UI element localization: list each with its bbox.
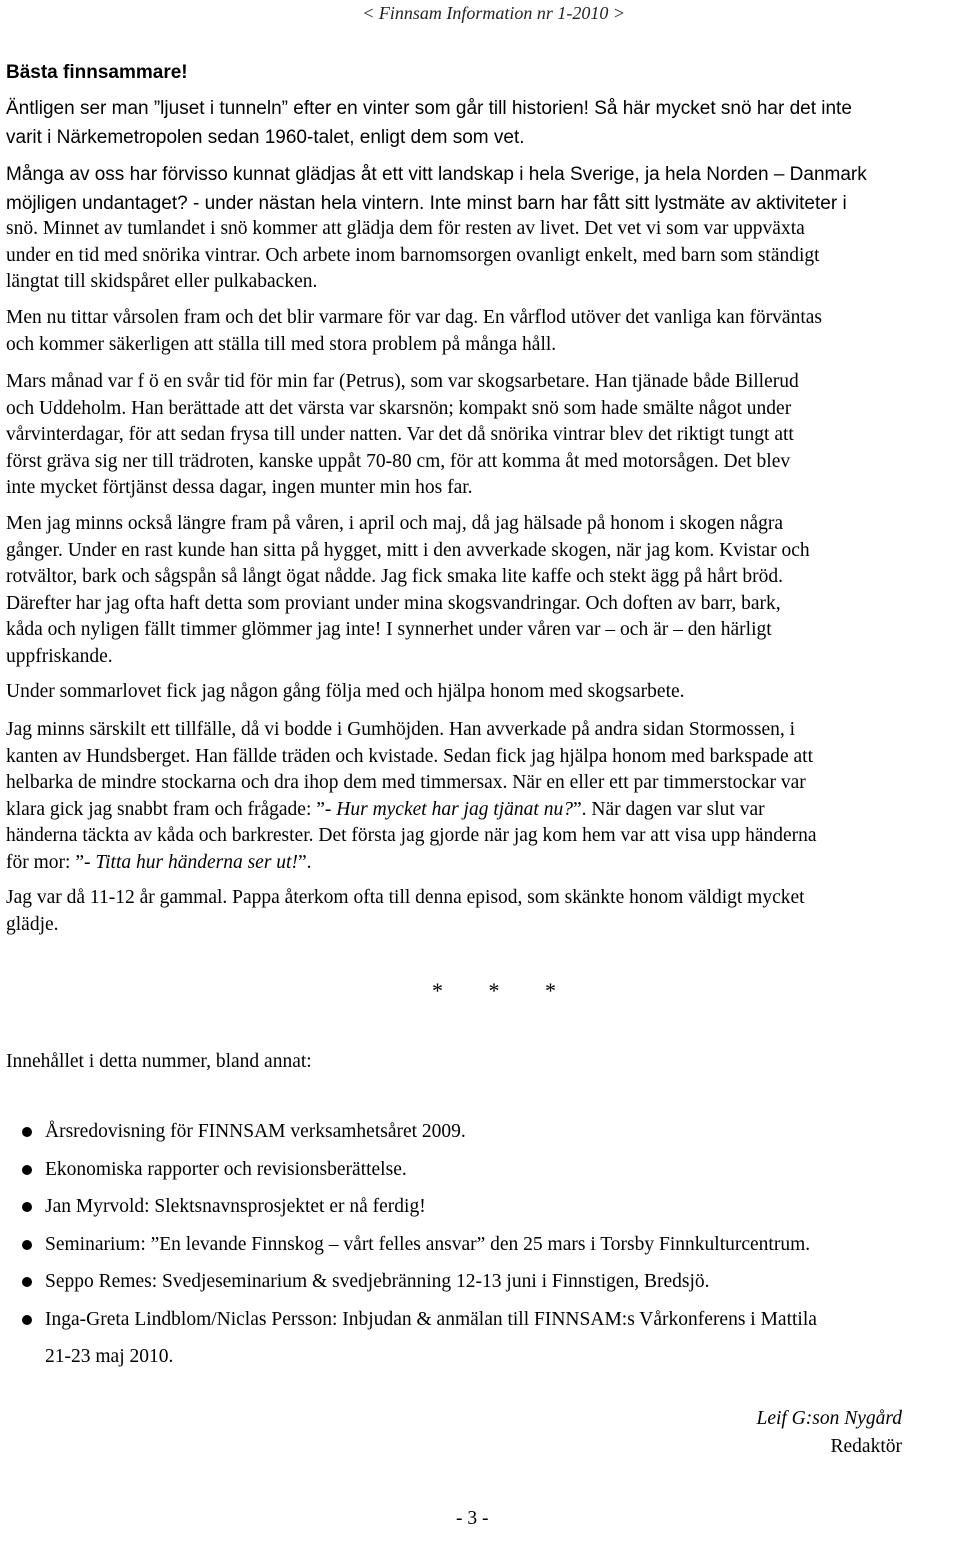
text-line: Äntligen ser man ”ljuset i tunneln” efter en vinter som går till historien! Så här mycket snö har det inte [6,98,852,119]
signature-title: Redaktör [830,1436,902,1457]
running-header: < Finnsam Information nr 1-2010 > [362,3,625,23]
section-separator: * * * [432,978,576,1003]
text-line: helbarka de mindre stockarna och dra ihop dem med timmersax. När en eller ett par timmerstockar var [6,772,806,793]
list-item-text: Ekonomiska rapporter och revisionsberättelse. [45,1158,407,1180]
text-line: längtat till skidspåret eller pulkabacken. [6,271,318,292]
text-line: och Uddeholm. Han berättade att det värsta var skarsnön; kompakt snö som hade smälte något under [6,397,792,419]
text-line: uppfriskande. [6,645,113,667]
text-line: Mars månad var f ö en svår tid för min far (Petrus), som var skogsarbetare. Han tjänade både Billerud [6,371,799,392]
text-run: klara gick jag snabbt fram och frågade: ” [6,798,325,820]
list-item [22,1226,817,1264]
paragraph-7 [6,717,954,876]
bullet-icon [22,1165,32,1175]
text-line: först gräva sig ner till trädroten, kanske uppåt 70-80 cm, för att komma åt med motorsågen. Det blev [6,450,791,472]
paragraph-1 [6,94,954,218]
text-line: Men nu tittar vårsolen fram och det blir varmare för var dag. En vårflod utöver det vanliga kan förväntas [6,307,822,328]
greeting: Bästa finnsammare! [6,62,188,83]
list-item [22,1301,817,1377]
list-item-text: Seppo Remes: Svedjeseminarium & svedjebränning 12-13 juni i Finnstigen, Bredsjö. [45,1271,710,1292]
paragraph-2 [6,216,954,296]
text-line [6,850,954,877]
list-item-text: Årsredovisning för FINNSAM verksamhetsåret 2009. [45,1121,466,1142]
text-line: under en tid med snörika vintrar. Och arbete inom barnomsorgen ovanligt enkelt, med barn som ständigt [6,244,820,266]
contents-list [22,1113,817,1376]
text-line: Många av oss har förvisso kunnat glädjas åt ett vitt landskap i hela Sverige, ja hela Norden – Danmark [6,164,867,185]
text-line: glädje. [6,913,59,935]
list-item [22,1263,817,1301]
text-line: kåda och nyligen fällt timmer glömmer jag inte! I synnerhet under våren var – och är – den härligt [6,619,772,640]
list-item-text: Seminarium: ”En levande Finnskog – vårt felles ansvar” den 25 mars i Torsby Finnkulturcentrum. [45,1233,811,1255]
quoted-exclamation: - Titta hur händerna ser ut! [83,851,298,873]
paragraph-8 [6,885,954,938]
list-item-text: Jan Myrvold: Slektsnavnsprosjektet er nå ferdig! [45,1196,426,1217]
paragraph-4 [6,369,954,502]
text-line: kanten av Hundsberget. Han fällde träden och kvistade. Sedan fick jag hjälpa honom med barkspade att [6,745,814,767]
text-line: händerna täckta av kåda och barkrester. Det första jag gjorde när jag kom hem var att visa upp händerna [6,825,817,846]
text-run: ”. [297,851,312,873]
text-line: Men jag minns också längre fram på våren, i april och maj, då jag hälsade på honom i skogen några [6,513,784,534]
text-line: Under sommarlovet fick jag någon gång följa med och hjälpa honom med skogsarbete. [6,681,685,702]
text-line: Därefter har jag ofta haft detta som proviant under mina skogsvandringar. Och doften av barr, bark, [6,592,781,614]
text-run: ”. När dagen var slut var [572,798,765,820]
contents-intro: Innehållet i detta nummer, bland annat: [6,1051,312,1072]
list-item-text-continued: 21-23 maj 2010. [45,1346,174,1367]
text-line: Jag var då 11-12 år gammal. Pappa återkom ofta till denna episod, som skänkte honom väldigt mycket [6,887,805,908]
bullet-icon [22,1202,32,1212]
text-line: möjligen undantaget? - under nästan hela vintern. Inte minst barn har fått sitt lystmäte av aktiviteter i [6,193,847,214]
list-item [22,1151,817,1189]
bullet-icon [22,1240,32,1250]
quoted-question: - Hur mycket har jag tjänat nu? [324,798,573,820]
bullet-icon [22,1315,32,1325]
text-line: inte mycket förtjänst dessa dagar, ingen munter min hos far. [6,477,473,498]
text-line: vårvinterdagar, för att sedan frysa till under natten. Var det då snörika vintrar blev det riktigt tungt att [6,424,794,445]
page-number: - 3 - [456,1508,489,1529]
signature-name: Leif G:son Nygård [756,1408,902,1429]
list-item [22,1188,817,1226]
paragraph-3 [6,305,954,358]
text-line: gånger. Under en rast kunde han sitta på hygget, mitt i den avverkade skogen, när jag kom. Kvistar och [6,539,810,561]
text-line: varit i Närkemetropolen sedan 1960-talet, enligt dem som vet. [6,127,525,148]
text-line: och kommer säkerligen att ställa till med stora problem på många håll. [6,333,557,355]
text-line [6,797,954,824]
text-line: rotvältor, bark och sågspån så långt ögat nådde. Jag fick smaka lite kaffe och stekt ägg på hårt bröd. [6,566,783,587]
paragraph-5 [6,511,954,670]
paragraph-6 [6,679,954,706]
list-item [22,1113,817,1151]
text-run: för mor: ” [6,851,84,873]
list-item-text: Inga-Greta Lindblom/Niclas Persson: Inbjudan & anmälan till FINNSAM:s Vårkonferens i Mattila [45,1308,817,1330]
text-line: snö. Minnet av tumlandet i snö kommer att glädja dem för resten av livet. Det vet vi som var uppväxta [6,218,805,239]
bullet-icon [22,1277,32,1287]
bullet-icon [22,1127,32,1137]
signature [756,1405,902,1461]
text-line: Jag minns särskilt ett tillfälle, då vi bodde i Gumhöjden. Han avverkade på andra sidan Stormossen, i [6,719,796,740]
